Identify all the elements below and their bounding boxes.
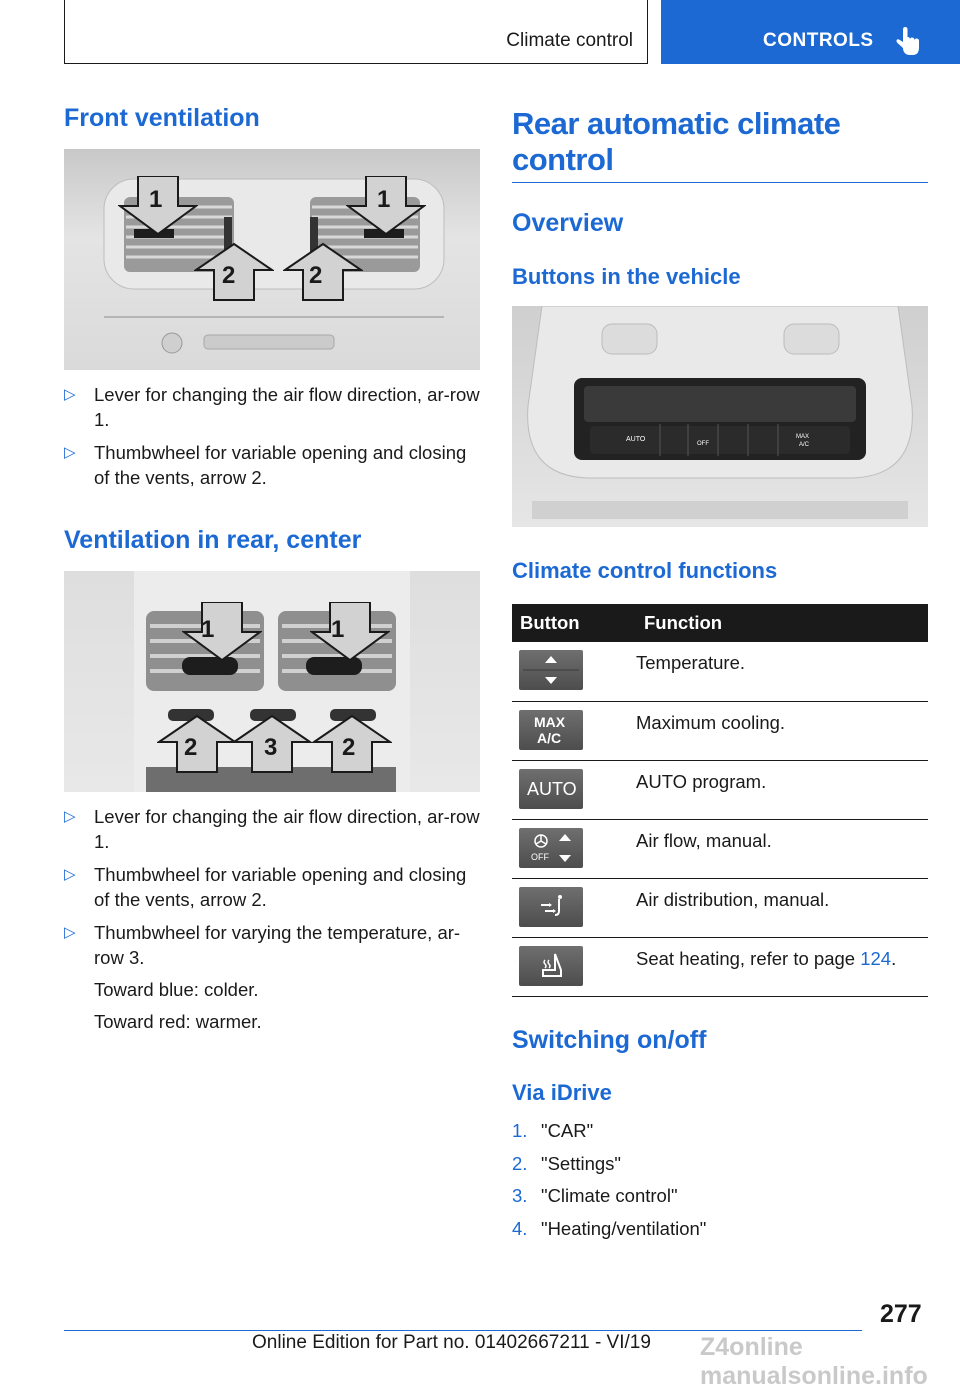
rear-center-heading: Ventilation in rear, center [64, 526, 362, 554]
watermark: Z4online manualsonline.info [700, 1333, 928, 1390]
overview-heading: Overview [512, 209, 624, 237]
table-row [512, 701, 928, 760]
auto-icon: AUTO [519, 769, 583, 809]
page-title: Rear automatic climate control [512, 106, 841, 177]
max-ac-icon: MAX A/C [519, 710, 583, 750]
page-number: 277 [880, 1300, 922, 1328]
arrow-label: 2 [184, 734, 198, 761]
climate-functions-table [512, 604, 928, 997]
list-item: ▷ Thumbwheel for variable opening and closing of the vents, arrow 2. [64, 442, 467, 488]
function-text: AUTO program. [636, 760, 928, 819]
rear-center-list [64, 804, 484, 1042]
temperature-updown-icon [519, 650, 583, 690]
footer-edition: Online Edition for Part no. 01402667211 - VI/19 [252, 1332, 651, 1353]
arrow-label: 3 [264, 734, 278, 761]
list-item: ▷ Lever for changing the air flow direction, ar-row 1. [64, 806, 480, 852]
switching-heading: Switching on/off [512, 1026, 707, 1054]
table-row [512, 760, 928, 819]
arrow-label: 1 [377, 186, 391, 213]
function-text: Temperature. [636, 642, 928, 701]
panel-off-label: OFF [697, 441, 709, 447]
air-distribution-icon [519, 887, 583, 927]
front-ventilation-heading: Front ventilation [64, 104, 260, 132]
front-ventilation-list [64, 382, 484, 498]
title-rule [512, 182, 928, 183]
list-item: 3. "Climate control" [512, 1185, 678, 1206]
triangle-bullet-icon: ▷ [64, 444, 76, 461]
table-row [512, 642, 928, 701]
footer-rule [64, 1330, 862, 1331]
toward-red-note: Toward red: warmer. [94, 1011, 262, 1032]
triangle-bullet-icon: ▷ [64, 808, 76, 825]
pointing-hand-icon [895, 26, 921, 56]
function-text: Air flow, manual. [636, 819, 928, 878]
toward-blue-note: Toward blue: colder. [94, 979, 259, 1000]
list-item: ▷ Thumbwheel for varying the temperature, ar-row 3. Toward blue: colder. Toward red: warmer. [64, 920, 484, 1034]
table-row [512, 937, 928, 996]
chapter-title: CONTROLS [763, 30, 874, 51]
column-header-button: Button [512, 604, 636, 642]
function-text: Seat heating, refer to page 124. [636, 937, 928, 996]
panel-ac-label: A/C [799, 442, 810, 448]
arrow-callout-icon [310, 602, 390, 662]
header-section-box [64, 0, 648, 64]
column-header-function: Function [636, 604, 928, 642]
table-header-row [512, 604, 928, 642]
idrive-heading: Via iDrive [512, 1080, 612, 1105]
triangle-bullet-icon: ▷ [64, 386, 76, 403]
arrow-label: 2 [309, 262, 323, 289]
list-item: ▷ Thumbwheel for variable opening and closing of the vents, arrow 2. [64, 864, 467, 910]
arrow-label: 1 [201, 616, 215, 643]
fan-off-icon: OFF [519, 828, 583, 868]
arrow-label: 2 [222, 262, 236, 289]
table-row [512, 819, 928, 878]
triangle-bullet-icon: ▷ [64, 924, 76, 941]
function-text: Maximum cooling. [636, 701, 928, 760]
arrow-callout-icon [182, 602, 262, 662]
rear-climate-panel-photo [512, 306, 928, 527]
list-item: 2. "Settings" [512, 1152, 621, 1174]
idrive-steps [512, 1115, 706, 1245]
triangle-bullet-icon: ▷ [64, 866, 76, 883]
arrow-label: 2 [342, 734, 356, 761]
list-item: 1. "CAR" [512, 1120, 594, 1141]
section-title: Climate control [506, 30, 633, 51]
table-row [512, 878, 928, 937]
seat-heating-icon [519, 946, 583, 986]
page-reference-link[interactable]: 124 [860, 947, 892, 969]
buttons-heading: Buttons in the vehicle [512, 264, 741, 289]
list-item: ▷ Lever for changing the air flow direction, ar-row 1. [64, 384, 480, 430]
arrow-callout-icon [283, 242, 363, 302]
panel-auto-label: AUTO [626, 436, 646, 443]
panel-max-label: MAX [796, 434, 810, 440]
arrow-label: 1 [149, 186, 163, 213]
arrow-label: 1 [331, 616, 345, 643]
function-text: Air distribution, manual. [636, 878, 928, 937]
functions-heading: Climate control functions [512, 558, 778, 583]
list-item: 4. "Heating/ventilation" [512, 1217, 707, 1239]
